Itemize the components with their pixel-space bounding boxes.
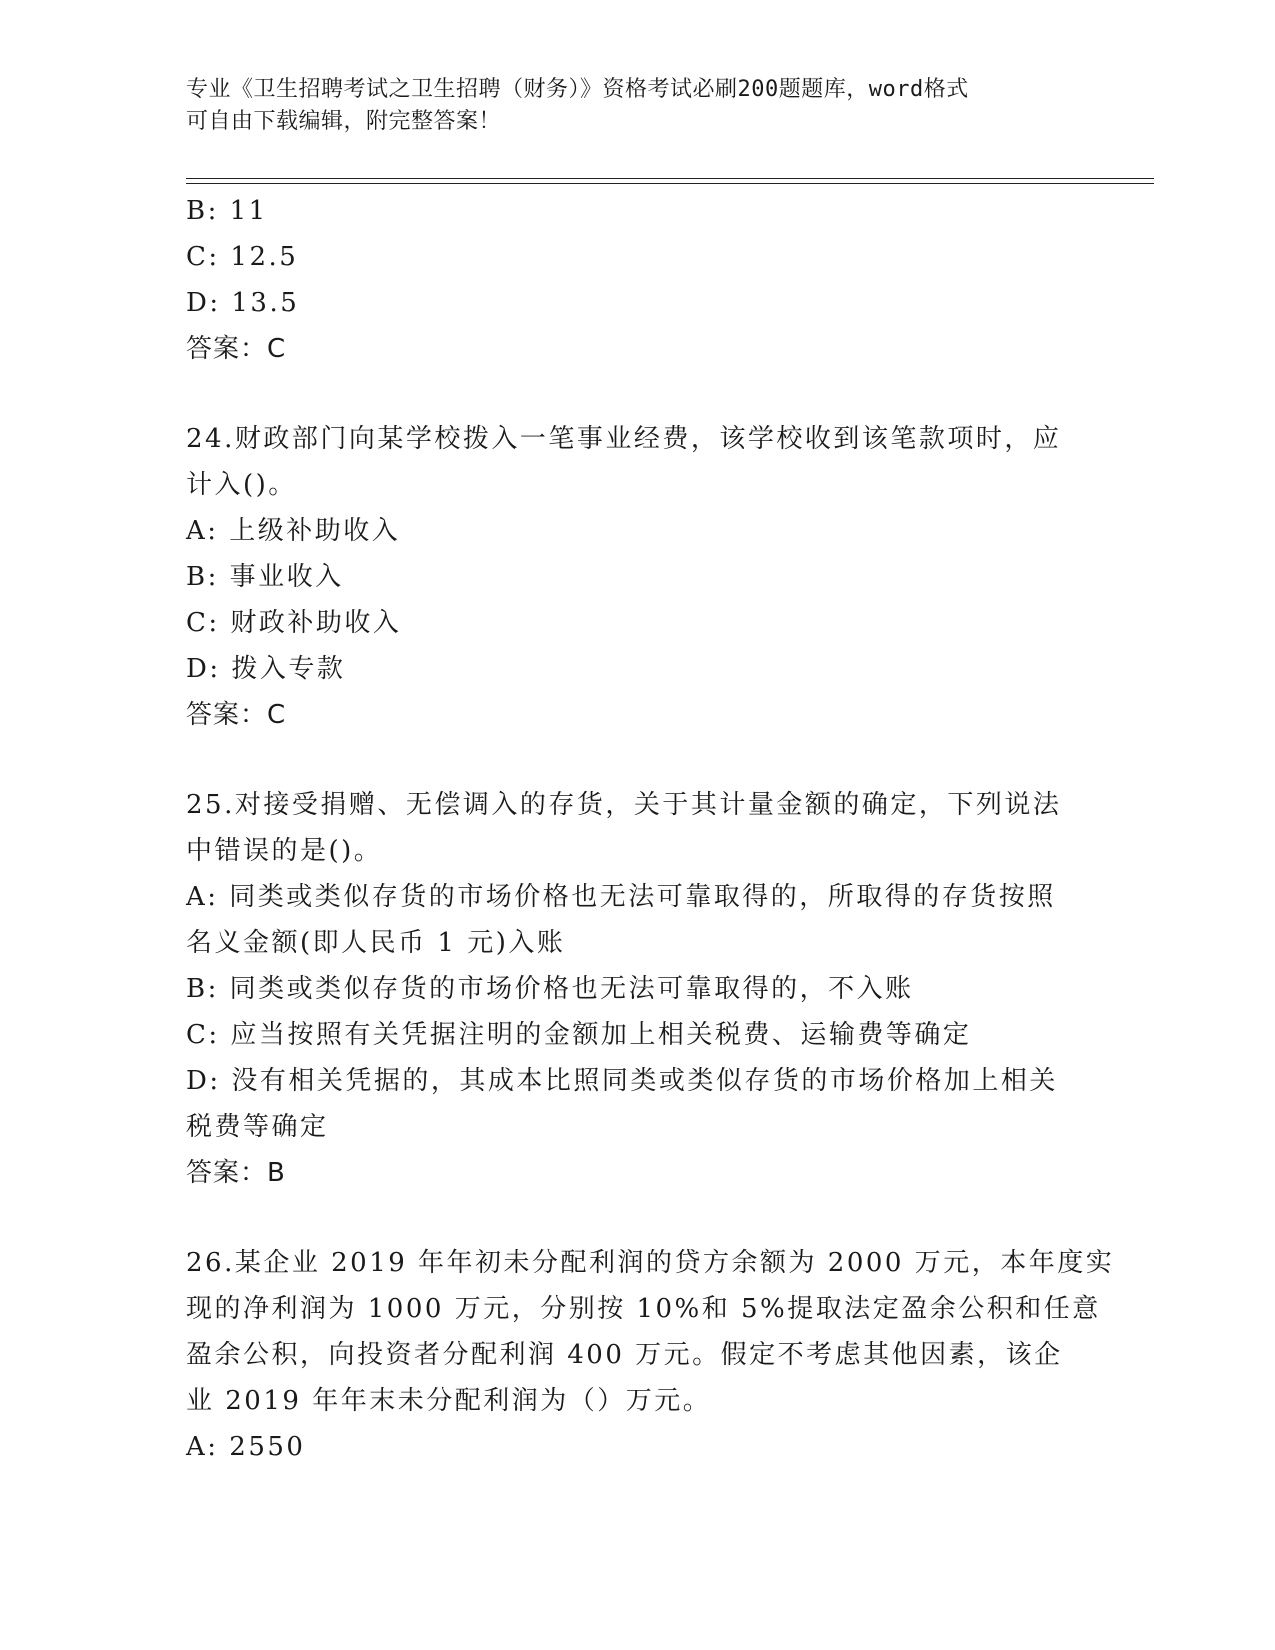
q24-option-a: A: 上级补助收入 xyxy=(186,516,401,546)
q23-option-c: C: 12.5 xyxy=(186,242,299,272)
q25-option-d-line-1: D: 没有相关凭据的，其成本比照同类或类似存货的市场价格加上相关 xyxy=(186,1066,1058,1096)
document-header xyxy=(186,74,1066,138)
q25-option-d-line-2: 税费等确定 xyxy=(186,1112,329,1142)
question-spacer xyxy=(186,738,1086,782)
header-title-line-2: 可自由下载编辑，附完整答案！ xyxy=(186,109,502,134)
q23-answer: 答案：C xyxy=(186,334,287,364)
header-divider-bottom xyxy=(186,183,1154,184)
q25-option-b: B: 同类或类似存货的市场价格也无法可靠取得的，不入账 xyxy=(186,974,914,1004)
q25-option-c: C: 应当按照有关凭据注明的金额加上相关税费、运输费等确定 xyxy=(186,1020,972,1050)
q26-option-a: A: 2550 xyxy=(186,1432,306,1462)
q24-option-b: B: 事业收入 xyxy=(186,562,344,592)
q26-stem-line-4: 业 2019 年年末未分配利润为（）万元。 xyxy=(186,1386,712,1416)
question-spacer xyxy=(186,372,1086,416)
q24-stem-line-1: 24.财政部门向某学校拨入一笔事业经费，该学校收到该笔款项时，应 xyxy=(186,424,1062,454)
q24-answer: 答案：C xyxy=(186,700,287,730)
header-divider-top xyxy=(186,178,1154,179)
q25-option-a-line-2: 名义金额(即人民币 1 元)入账 xyxy=(186,928,566,958)
question-content xyxy=(186,188,1115,1470)
q25-answer: 答案：B xyxy=(186,1158,286,1188)
q23-option-d: D: 13.5 xyxy=(186,288,300,318)
q24-option-c: C: 财政补助收入 xyxy=(186,608,402,638)
q24-option-d: D: 拨入专款 xyxy=(186,654,346,684)
q26-stem-line-3: 盈余公积，向投资者分配利润 400 万元。假定不考虑其他因素，该企 xyxy=(186,1340,1063,1370)
q25-stem-line-2: 中错误的是()。 xyxy=(186,836,383,866)
question-spacer xyxy=(186,1196,1086,1240)
header-title-line-1: 专业《卫生招聘考试之卫生招聘（财务）》资格考试必刷200题题库，word格式 xyxy=(186,77,969,102)
q23-option-b: B: 11 xyxy=(186,196,268,226)
q25-stem-line-1: 25.对接受捐赠、无偿调入的存货，关于其计量金额的确定，下列说法 xyxy=(186,790,1062,820)
q24-stem-line-2: 计入()。 xyxy=(186,470,297,500)
q26-stem-line-2: 现的净利润为 1000 万元，分别按 10%和 5%提取法定盈余公积和任意 xyxy=(186,1294,1101,1324)
q26-stem-line-1: 26.某企业 2019 年年初未分配利润的贷方余额为 2000 万元，本年度实 xyxy=(186,1248,1115,1278)
q25-option-a-line-1: A: 同类或类似存货的市场价格也无法可靠取得的，所取得的存货按照 xyxy=(186,882,1056,912)
